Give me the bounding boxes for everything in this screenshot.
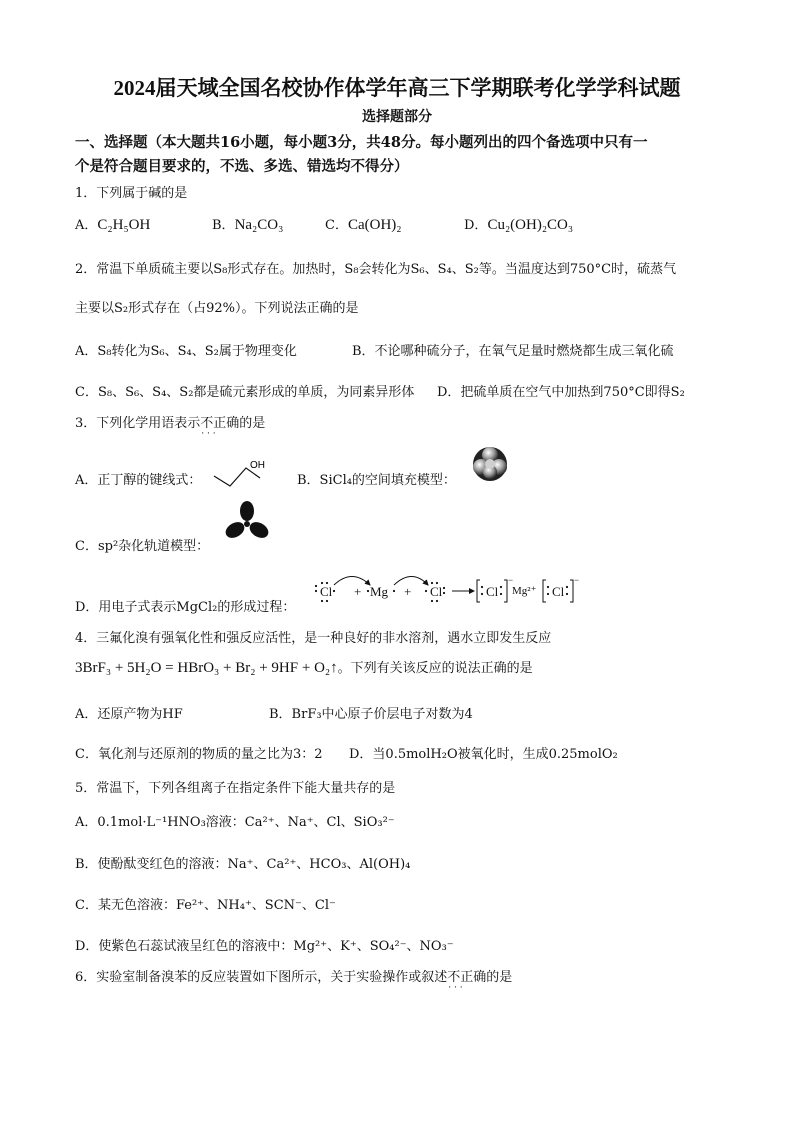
svg-text:+: + xyxy=(404,584,412,599)
q2-stem-line2: 主要以S₂形式存在（占92%）。下列说法正确的是 xyxy=(75,301,359,316)
q4-option-a: A．还原产物为HF xyxy=(75,707,183,722)
q1-option-a: A．C₂H₅OH xyxy=(75,217,151,233)
q2-option-d: D．把硫单质在空气中加热到750°C即得S₂ xyxy=(437,385,685,400)
q5-stem: 5．常温下，下列各组离子在指定条件下能大量共存的是 xyxy=(75,781,396,796)
page-title: 2024届天域全国名校协作体学年高三下学期联考化学学科试题 xyxy=(113,76,681,100)
q3-option-a: A．正丁醇的键线式： xyxy=(75,473,202,488)
q1-stem: 1．下列属于碱的是 xyxy=(75,186,188,201)
q1-option-d: D．Cu₂(OH)₂CO₃ xyxy=(464,217,574,233)
q2-stem-line1: 2．常温下单质硫主要以S₈形式存在。加热时，S₈会转化为S₆、S₄、S₂等。当温度达到750°C时，硫蒸气 xyxy=(75,262,677,277)
sp2-hybrid-orbital-model xyxy=(224,500,270,544)
q1-option-b: B．Na₂CO₃ xyxy=(212,217,284,233)
q4-equation: 3BrF₃ + 5H₂O = HBrO₃ + Br₂ + 9HF + O₂↑ xyxy=(75,660,338,676)
svg-text:−: − xyxy=(574,575,580,585)
q5-option-a: A．0.1mol·L⁻¹HNO₃溶液：Ca²⁺、Na⁺、Cl、SiO₃²⁻ xyxy=(75,815,395,830)
q4-option-c: C．氧化剂与还原剂的物质的量之比为3：2 xyxy=(75,747,323,762)
section-instructions-line1: 一、选择题（本大题共16小题，每小题3分，共48分。每小题列出的四个备选项中只有一 xyxy=(75,134,648,151)
q3-option-c: C．sp²杂化轨道模型： xyxy=(75,539,210,554)
svg-text:−: − xyxy=(508,575,514,585)
q4-stem-line1: 4．三氟化溴有强氧化性和强反应活性，是一种良好的非水溶剂，遇水立即发生反应 xyxy=(75,631,552,646)
section-instructions-line2: 个是符合题目要求的，不选、多选、错选均不得分） xyxy=(75,158,409,175)
q1-option-c: C．Ca(OH)₂ xyxy=(325,217,402,233)
butanol-skeletal-formula xyxy=(212,454,274,490)
svg-text:+: + xyxy=(354,584,362,599)
q2-option-a: A．S₈转化为S₆、S₄、S₂属于物理变化 xyxy=(75,344,297,359)
q2-option-b: B．不论哪种硫分子，在氧气足量时燃烧都生成三氧化硫 xyxy=(352,344,674,359)
q3-stem: 3．下列化学用语表示不正确 · · ·的是 xyxy=(75,412,265,431)
q4-option-d: D．当0.5molH₂O被氧化时，生成0.25molO₂ xyxy=(349,747,618,762)
emphasis-not-correct: 不正确 · · · xyxy=(447,970,486,985)
q5-option-b: B．使酚酞变红色的溶液：Na⁺、Ca²⁺、HCO₃、Al(OH)₄ xyxy=(75,857,411,872)
svg-text:Mg²⁺: Mg²⁺ xyxy=(512,585,537,597)
q2-option-c: C．S₈、S₆、S₄、S₂都是硫元素形成的单质，为同素异形体 xyxy=(75,385,415,400)
svg-text:Cl: Cl xyxy=(552,584,565,599)
q5-option-c: C．某无色溶液：Fe²⁺、NH₄⁺、SCN⁻、Cl⁻ xyxy=(75,898,336,913)
svg-text:Mg: Mg xyxy=(370,584,389,599)
svg-text:Cl: Cl xyxy=(430,584,443,599)
mgcl2-electron-formation-diagram xyxy=(312,570,584,608)
svg-text:Cl: Cl xyxy=(486,584,499,599)
q6-stem: 6．实验室制备溴苯的反应装置如下图所示，关于实验操作或叙述不正确 · · ·的是 xyxy=(75,966,512,985)
section-subtitle: 选择题部分 xyxy=(362,109,432,125)
svg-text:Cl: Cl xyxy=(320,584,333,599)
sicl4-space-filling-model xyxy=(470,444,510,484)
emphasis-not-correct: 不正确 · · · xyxy=(200,416,239,431)
svg-text:OH: OH xyxy=(250,460,265,471)
q3-option-b: B．SiCl₄的空间填充模型： xyxy=(297,473,456,488)
q3-option-d: D．用电子式表示MgCl₂的形成过程： xyxy=(75,600,296,615)
q4-stem-line2: 3BrF₃ + 5H₂O = HBrO₃ + Br₂ + 9HF + O₂↑。下列有关该反应的说法正确的是 xyxy=(75,660,533,676)
q4-option-b: B．BrF₃中心原子价层电子对数为4 xyxy=(269,707,473,722)
q5-option-d: D．使紫色石蕊试液呈红色的溶液中：Mg²⁺、K⁺、SO₄²⁻、NO₃⁻ xyxy=(75,939,454,954)
